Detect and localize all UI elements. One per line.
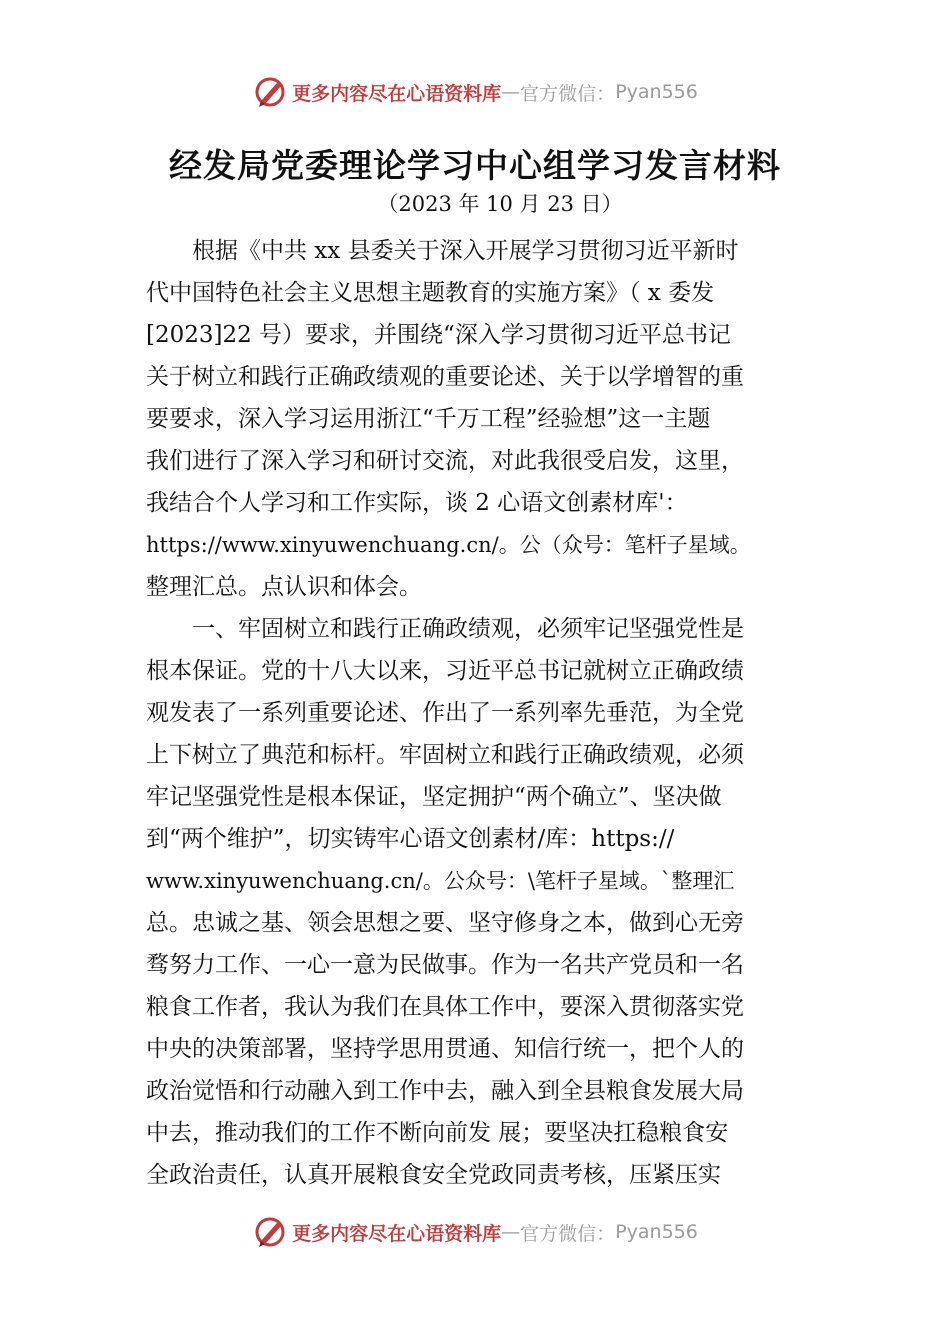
body-line: www.xinyuwenchuang.cn/。公众号：\笔杆子星域。`整理汇 [146, 869, 735, 893]
body-line: 我结合个人学习和工作实际，谈 2 心语文创素材库'： [146, 490, 688, 516]
body-line: 中去，推动我们的工作不断向前发 展；要坚决扛稳粮食安 [146, 1120, 729, 1146]
watermark-main-text: 更多内容尽在心语资料库 [292, 82, 502, 105]
pen-logo-icon [252, 74, 288, 110]
body-line: 总。忠诚之基、领会思想之要、坚守修身之本，做到心无旁 [146, 910, 744, 936]
pen-logo-icon [252, 1214, 288, 1250]
watermark-main-text: 更多内容尽在心语资料库 [292, 1222, 502, 1245]
body-line: 骛努力工作、一心一意为民做事。作为一名共产党员和一名 [146, 952, 744, 978]
body-line: 粮食工作者，我认为我们在具体工作中，要深入贯彻落实党 [146, 994, 744, 1020]
watermark-separator: — [501, 1221, 521, 1243]
watermark-official-label: 官方微信： [520, 1222, 616, 1245]
body-line: 牢记坚强党性是根本保证，坚定拥护“两个确立”、坚决做 [146, 784, 722, 810]
body-line: 根本保证。党的十八大以来，习近平总书记就树立正确政绩 [146, 658, 744, 684]
body-line: 代中国特色社会主义思想主题教育的实施方案》（ x 委发 [146, 280, 715, 306]
body-line: 我们进行了深入学习和研讨交流，对此我很受启发，这里， [146, 448, 744, 474]
body-line: https://www.xinyuwenchuang.cn/。公（众号：笔杆子星域。 [146, 533, 751, 557]
document-title: 经发局党委理论学习中心组学习发言材料 [169, 146, 781, 185]
footer-watermark [0, 1210, 950, 1254]
watermark-separator: — [501, 81, 521, 103]
watermark-official-label: 官方微信： [520, 82, 616, 105]
body-line: 全政治责任，认真开展粮食安全党政同责考核，压紧压实 [146, 1162, 721, 1188]
body-line: 观发表了一系列重要论述、作出了一系列率先垂范，为全党 [146, 700, 744, 726]
body-line: 根据《中共 xx 县委关于深入开展学习贯彻习近平新时 [192, 238, 739, 264]
document-date: （2023 年 10 月 23 日） [377, 192, 623, 216]
watermark-wechat-id: Pyan556 [615, 81, 698, 103]
body-line: 到“两个维护”，切实铸牢心语文创素材/库：https:// [146, 826, 675, 852]
body-line: 中央的决策部署，坚持学思用贯通、知信行统一，把个人的 [146, 1036, 744, 1062]
document-body [146, 230, 826, 1196]
body-line: [2023]22 号）要求，并围绕“深入学习贯彻习近平总书记 [146, 322, 731, 348]
body-line: 要要求，深入学习运用浙江“千万工程”经验想”这一主题 [146, 406, 711, 432]
body-line: 政治觉悟和行动融入到工作中去，融入到全县粮食发展大局 [146, 1078, 744, 1104]
watermark-wechat-id: Pyan556 [615, 1221, 698, 1243]
header-watermark [0, 70, 950, 114]
body-line: 上下树立了典范和标杆。牢固树立和践行正确政绩观，必须 [146, 742, 744, 768]
body-line: 整理汇总。点认识和体会。 [146, 574, 422, 600]
body-line: 关于树立和践行正确政绩观的重要论述、关于以学增智的重 [146, 364, 744, 390]
body-line: 一、牢固树立和践行正确政绩观，必须牢记坚强党性是 [192, 616, 744, 642]
